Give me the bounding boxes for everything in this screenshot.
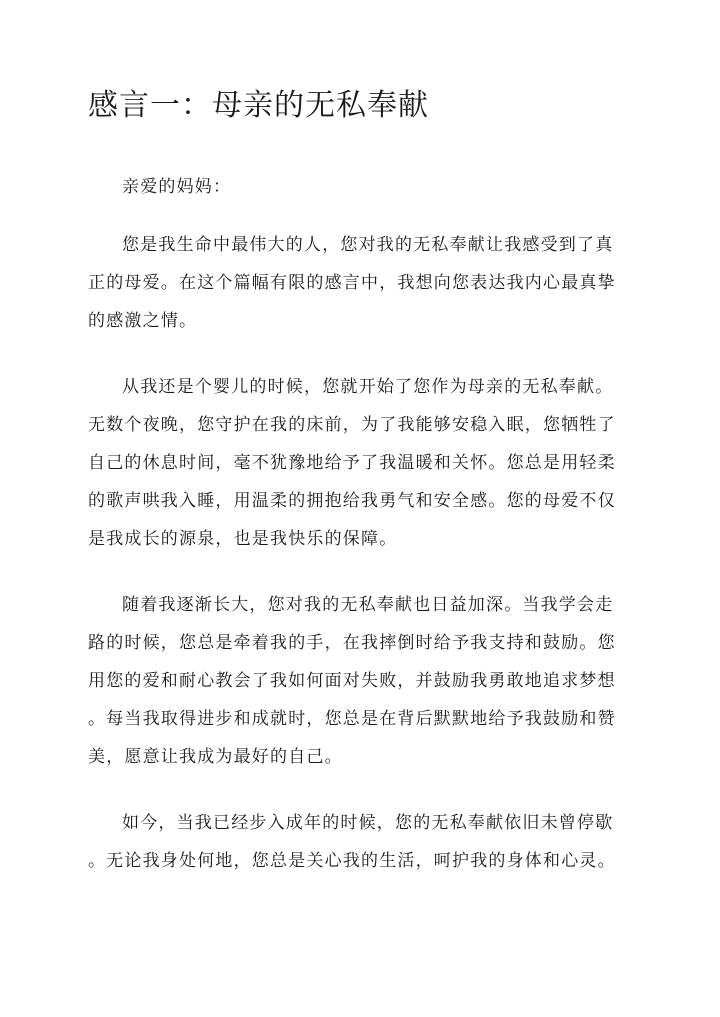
paragraph-2	[88, 368, 632, 558]
paragraph-4	[88, 804, 632, 880]
paragraph-line: 如今，当我已经步入成年的时候，您的无私奉献依旧未曾停歇	[122, 813, 614, 833]
paragraph-line: 的歌声哄我入睡，用温柔的拥抱给我勇气和安全感。您的母爱不仅	[88, 491, 616, 511]
salutation	[88, 168, 632, 206]
paragraph-line: 。无论我身处何地，您总是关心我的生活，呵护我的身体和心灵。	[88, 851, 616, 871]
salutation-line: 亲爱的妈妈：	[122, 177, 232, 197]
paragraph-line: 自己的休息时间，毫不犹豫地给予了我温暖和关怀。您总是用轻柔	[88, 453, 616, 473]
paragraph-3	[88, 586, 632, 776]
document-body	[88, 168, 632, 880]
paragraph-line: 随着我逐渐长大，您对我的无私奉献也日益加深。当我学会走	[122, 595, 614, 615]
paragraph-1	[88, 226, 632, 340]
paragraph-line: 正的母爱。在这个篇幅有限的感言中，我想向您表达我内心最真挚	[88, 273, 616, 293]
paragraph-line: 您是我生命中最伟大的人，您对我的无私奉献让我感受到了真	[122, 235, 614, 255]
paragraph-line: 。每当我取得进步和成就时，您总是在背后默默地给予我鼓励和赞	[88, 709, 616, 729]
paragraph-line: 路的时候，您总是牵着我的手，在我摔倒时给予我支持和鼓励。您	[88, 633, 616, 653]
paragraph-line: 无数个夜晚，您守护在我的床前，为了我能够安稳入眠，您牺牲了	[88, 415, 616, 435]
paragraph-line: 用您的爱和耐心教会了我如何面对失败，并鼓励我勇敢地追求梦想	[88, 671, 616, 691]
paragraph-line: 是我成长的源泉，也是我快乐的保障。	[88, 529, 398, 549]
paragraph-line: 美，愿意让我成为最好的自己。	[88, 747, 343, 767]
paragraph-line: 的感激之情。	[88, 311, 198, 331]
document-title: 感言一：母亲的无私奉献	[88, 88, 429, 123]
paragraph-line: 从我还是个婴儿的时候，您就开始了您作为母亲的无私奉献。	[122, 377, 614, 397]
